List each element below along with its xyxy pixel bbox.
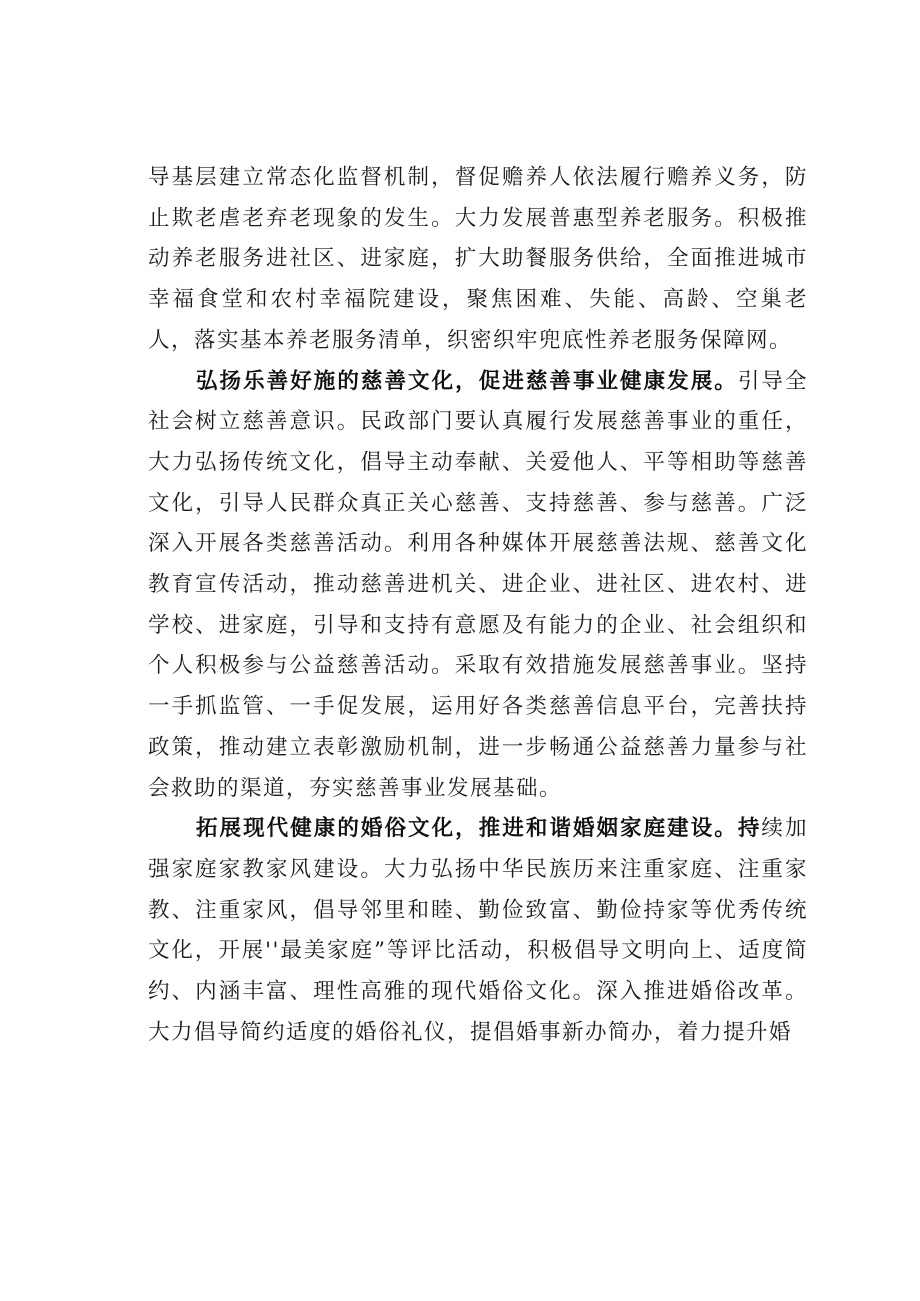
paragraph-body: 引导全社会树立慈善意识。民政部门要认真履行发展慈善事业的重任，大力弘扬传统文化，倡导主动奉献、关爱他人、平等相助等慈善文化，引导人民群众真正关心慈善、支持慈善、参与慈善。广泛深入开展各类慈善活动。利用各种媒体开展慈善法规、慈善文化教育宣传活动，推动慈善进机关、进企业、进社区、进农村、进学校、进家庭，引导和支持有意愿及有能力的企业、社会组织和个人积极参与公益慈善活动。采取有效措施发展慈善事业。坚持一手抓监管、一手促发展，运用好各类慈善信息平台，完善扶持政策，推动建立表彰激励机制，进一步畅通公益慈善力量参与社会救助的渠道，夯实慈善事业发展基础。 — [148, 368, 808, 801]
paragraph-charity-culture — [148, 362, 808, 810]
paragraph-elderly-care — [148, 158, 808, 362]
paragraph-body: 导基层建立常态化监督机制，督促赡养人依法履行赡养义务，防止欺老虐老弃老现象的发生。大力发展普惠型养老服务。积极推动养老服务进社区、进家庭，扩大助餐服务供给，全面推进城市幸福食堂和农村幸福院建设，聚焦困难、失能、高龄、空巢老人，落实基本养老服务清单，织密织牢兜底性养老服务保障网。 — [148, 165, 808, 353]
paragraph-heading: 拓展现代健康的婚俗文化，推进和谐婚姻家庭建设。持 — [196, 816, 762, 842]
paragraph-heading: 弘扬乐善好施的慈善文化，促进慈善事业健康发展。 — [196, 368, 738, 394]
paragraph-body: 续加强家庭家教家风建设。大力弘扬中华民族历来注重家庭、注重家教、注重家风，倡导邻里和睦、勤俭致富、勤俭持家等优秀传统文化，开展''最美家庭”等评比活动，积极倡导文明向上、适度简约、内涵丰富、理性高雅的现代婚俗文化。深入推进婚俗改革。大力倡导简约适度的婚俗礼仪，提倡婚事新办简办，着力提升婚 — [148, 816, 808, 1045]
paragraph-marriage-culture — [148, 809, 808, 1053]
document-body — [148, 158, 808, 1053]
